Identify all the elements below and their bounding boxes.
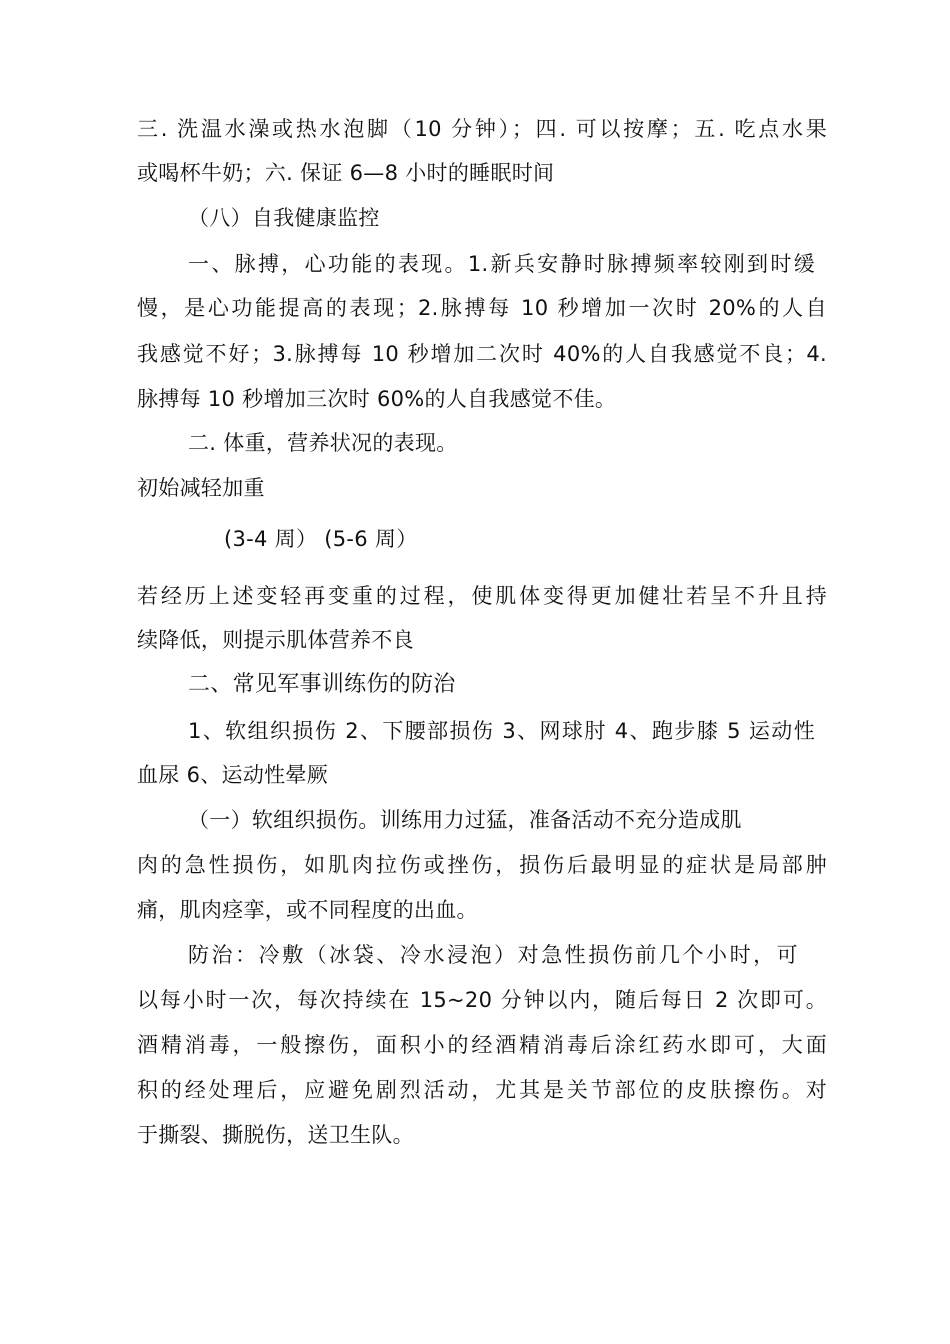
text-line: 1、软组织损伤 2、下腰部损伤 3、网球肘 4、跑步膝 5 运动性 <box>188 719 815 743</box>
text-line: 肉的急性损伤，如肌肉拉伤或挫伤，损伤后最明显的症状是局部肿 <box>137 853 827 877</box>
text-line: (3-4 周） (5-6 周） <box>224 527 418 551</box>
section-heading: （八）自我健康监控 <box>188 206 380 230</box>
text-line: 血尿 6、运动性晕厥 <box>137 763 329 787</box>
text-line: 初始减轻加重 <box>137 476 265 500</box>
text-line: 痛，肌肉痉挛，或不同程度的出血。 <box>137 898 478 922</box>
text-line: 防治：冷敷（冰袋、冷水浸泡）对急性损伤前几个小时，可 <box>188 943 798 967</box>
text-line: 脉搏每 10 秒增加三次时 60%的人自我感觉不佳。 <box>137 387 617 411</box>
text-line: （一）软组织损伤。训练用力过猛，准备活动不充分造成肌 <box>188 808 742 832</box>
text-line: 酒精消毒，一般擦伤，面积小的经酒精消毒后涂红药水即可，大面 <box>137 1033 827 1057</box>
text-line: 续降低，则提示肌体营养不良 <box>137 628 414 652</box>
text-line: 三. 洗温水澡或热水泡脚（10 分钟）；四. 可以按摩；五. 吃点水果 <box>137 117 827 141</box>
text-line: 若经历上述变轻再变重的过程，使肌体变得更加健壮若呈不升且持 <box>137 584 827 608</box>
section-heading: 二、常见军事训练伤的防治 <box>188 672 456 697</box>
text-line: 于撕裂、撕脱伤，送卫生队。 <box>137 1123 414 1147</box>
text-line: 我感觉不好；3.脉搏每 10 秒增加二次时 40%的人自我感觉不良；4. <box>137 342 827 366</box>
text-line: 或喝杯牛奶；六. 保证 6—8 小时的睡眠时间 <box>137 161 555 185</box>
text-line: 积的经处理后，应避免剧烈活动，尤其是关节部位的皮肤擦伤。对 <box>137 1078 827 1102</box>
text-line: 一、脉搏，心功能的表现。1.新兵安静时脉搏频率较刚到时缓 <box>188 252 815 276</box>
text-line: 以每小时一次，每次持续在 15~20 分钟以内，随后每日 2 次即可。 <box>137 988 827 1012</box>
text-line: 慢，是心功能提高的表现；2.脉搏每 10 秒增加一次时 20%的人自 <box>137 296 827 320</box>
text-line: 二. 体重，营养状况的表现。 <box>188 431 458 455</box>
